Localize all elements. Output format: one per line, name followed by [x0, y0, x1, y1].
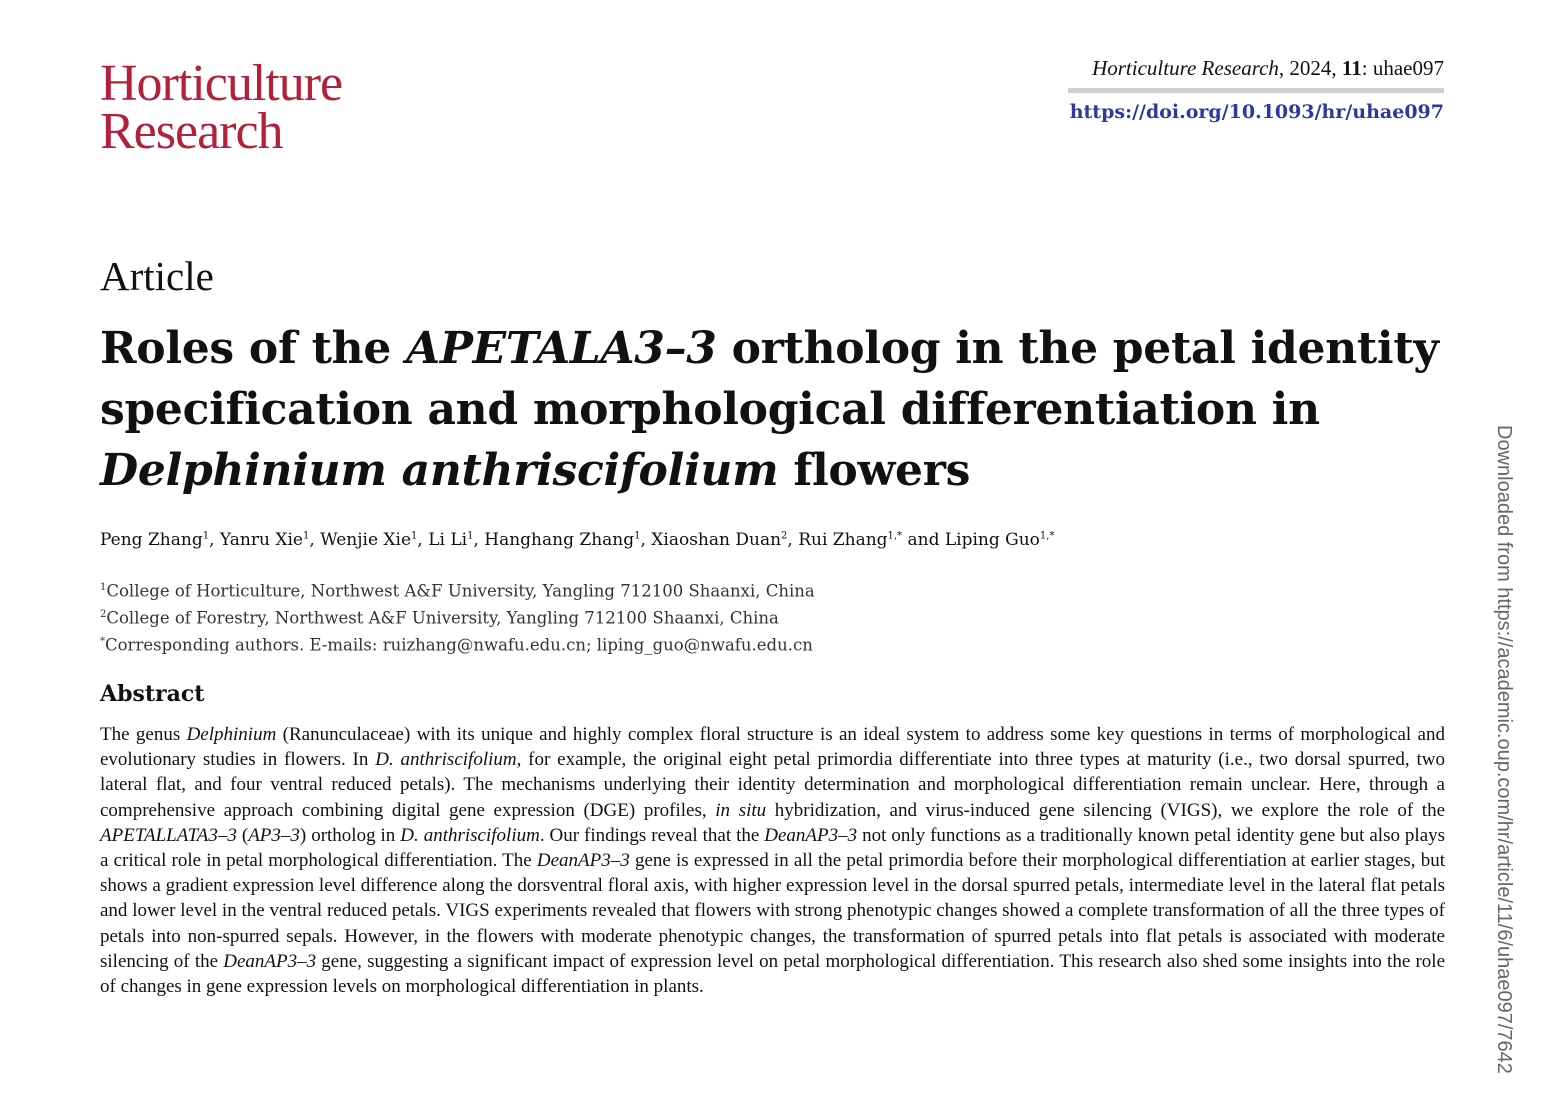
abstract-segment: not only functions as a traditionally known petal identity gene but also plays a critical role in petal morphological differentiation. The — [100, 824, 1446, 872]
author-separator: , — [787, 530, 799, 550]
author-separator: and — [902, 530, 945, 550]
abstract-italic-term: DeanAP3–3 — [223, 950, 317, 972]
author-affiliation-mark: 2 — [781, 530, 788, 542]
abstract-segment: The genus — [100, 724, 187, 745]
abstract-italic-term: APETALLATA3–3 — [100, 824, 237, 846]
affiliation-mark: 1 — [100, 582, 107, 593]
abstract-segment: , for example, the original eight petal primordia differentiate into three types at maturity (i.e., two dorsal spurred, two lateral flat, and four ventral reduced petals). The mechanisms underlying their identity determination and morphological differentiation remain unclear. Here, through a comprehensive approach combining digital gene expression (DGE) profiles, — [100, 749, 1445, 821]
abstract-text — [100, 722, 1445, 999]
abstract-segment: ( — [236, 824, 249, 846]
author-name: Xiaoshan Duan — [651, 530, 782, 550]
abstract-italic-term: D. anthriscifolium — [375, 749, 517, 771]
article-type-label: Article — [100, 253, 214, 299]
abstract-segment: gene is expressed in all the petal primordia before their morphological differentiation at earlier stages, but shows a gradient expression level difference along the dorsventral floral axis, with higher expression level in the dorsal spurred petals, intermediate level in the lateral flat petals and lower level in the ventral reduced petals. VIGS experiments revealed that flowers with strong phenotypic changes showed a complete transformation of all the three types of petals into non-spurred sepals. However, in the flowers with moderate phenotypic changes, the transformation of spurred petals into flat petals is associated with moderate silencing of the — [100, 850, 1445, 972]
citation-article: : uhae097 — [1361, 56, 1444, 80]
author-name: Li Li — [428, 530, 468, 550]
author-affiliation-mark: 1 — [202, 530, 210, 542]
author-affiliation-mark: 1 — [302, 530, 310, 542]
author-name: Liping Guo — [944, 530, 1040, 550]
affiliation-line — [100, 576, 1440, 603]
logo-line-2: Research — [100, 103, 283, 160]
abstract-italic-term: in situ — [715, 799, 767, 821]
abstract-italic-term: Delphinium — [186, 724, 277, 745]
affiliation-line — [100, 603, 1440, 630]
author-name: Yanru Xie — [219, 530, 303, 550]
journal-logo — [100, 55, 343, 160]
abstract-segment: hybridization, and virus-induced gene silencing (VIGS), we explore the role of the — [766, 799, 1446, 821]
author-name: Wenjie Xie — [320, 530, 412, 550]
author-affiliation-mark: 1 — [634, 530, 641, 542]
citation-journal: Horticulture Research — [1092, 56, 1279, 80]
abstract-segment: ) ortholog in — [299, 824, 401, 846]
author-name: Hanghang Zhang — [484, 530, 635, 550]
affiliation-text: College of Horticulture, Northwest A&F University, Yangling 712100 Shaanxi, China — [106, 581, 815, 601]
author-separator: , — [473, 530, 485, 550]
citation-volume: 11 — [1341, 56, 1362, 80]
affiliation-text: College of Forestry, Northwest A&F University, Yangling 712100 Shaanxi, China — [106, 608, 779, 628]
author-affiliation-mark: 1,* — [1039, 530, 1055, 542]
title-gene: APETALA3–3 — [406, 323, 717, 374]
abstract-segment: (Ranunculaceae) with its unique and highly complex floral structure is an ideal system to address some key questions in terms of morphological and evolutionary studies in flowers. In — [100, 724, 1445, 771]
affiliation-text: Corresponding authors. E-mails: ruizhang@nwafu.edu.cn; liping_guo@nwafu.edu.cn — [105, 635, 813, 655]
abstract-italic-term: DeanAP3–3 — [764, 824, 858, 846]
author-separator: , — [309, 530, 321, 550]
abstract-italic-term: D. anthriscifolium — [400, 824, 540, 846]
affiliation-list — [100, 576, 1440, 657]
author-separator: , — [209, 530, 220, 550]
author-name: Rui Zhang — [798, 530, 888, 550]
citation-year: , 2024, — [1278, 56, 1342, 80]
abstract-segment: gene, suggesting a significant impact of expression level on petal morphological differentiation. This research also shed some insights into the role of changes in gene expression levels on morphological differentiation in plants. — [100, 950, 1445, 998]
download-side-note: Downloaded from https://academic.oup.com/hr/article/11/6/uhae097/7642 — [1493, 425, 1515, 1074]
affiliation-mark: * — [100, 636, 105, 647]
author-list — [100, 530, 1440, 550]
abstract-heading: Abstract — [100, 681, 205, 707]
abstract-segment: . Our findings reveal that the — [539, 824, 765, 846]
citation-line — [1068, 56, 1444, 81]
author-affiliation-mark: 1 — [467, 530, 474, 542]
article-title: Roles of the APETALA3–3 ortholog in the petal identity specification and morphological differentiation in Delphinium anthriscifolium flowers — [100, 323, 1439, 496]
author-separator: , — [640, 530, 652, 550]
doi-link[interactable]: https://doi.org/10.1093/hr/uhae097 — [1069, 101, 1444, 123]
title-species: Delphinium anthriscifolium — [100, 445, 779, 496]
author-separator: , — [417, 530, 429, 550]
affiliation-line — [100, 630, 1440, 657]
affiliation-mark: 2 — [100, 609, 107, 620]
author-affiliation-mark: 1 — [411, 530, 418, 542]
citation-block — [1068, 56, 1444, 124]
author-affiliation-mark: 1,* — [887, 530, 903, 542]
logo-line-1: Horticulture — [100, 55, 343, 112]
abstract-italic-term: DeanAP3–3 — [536, 850, 630, 872]
abstract-italic-term: AP3–3 — [248, 824, 300, 846]
citation-divider — [1068, 88, 1444, 93]
author-name: Peng Zhang — [100, 530, 203, 550]
